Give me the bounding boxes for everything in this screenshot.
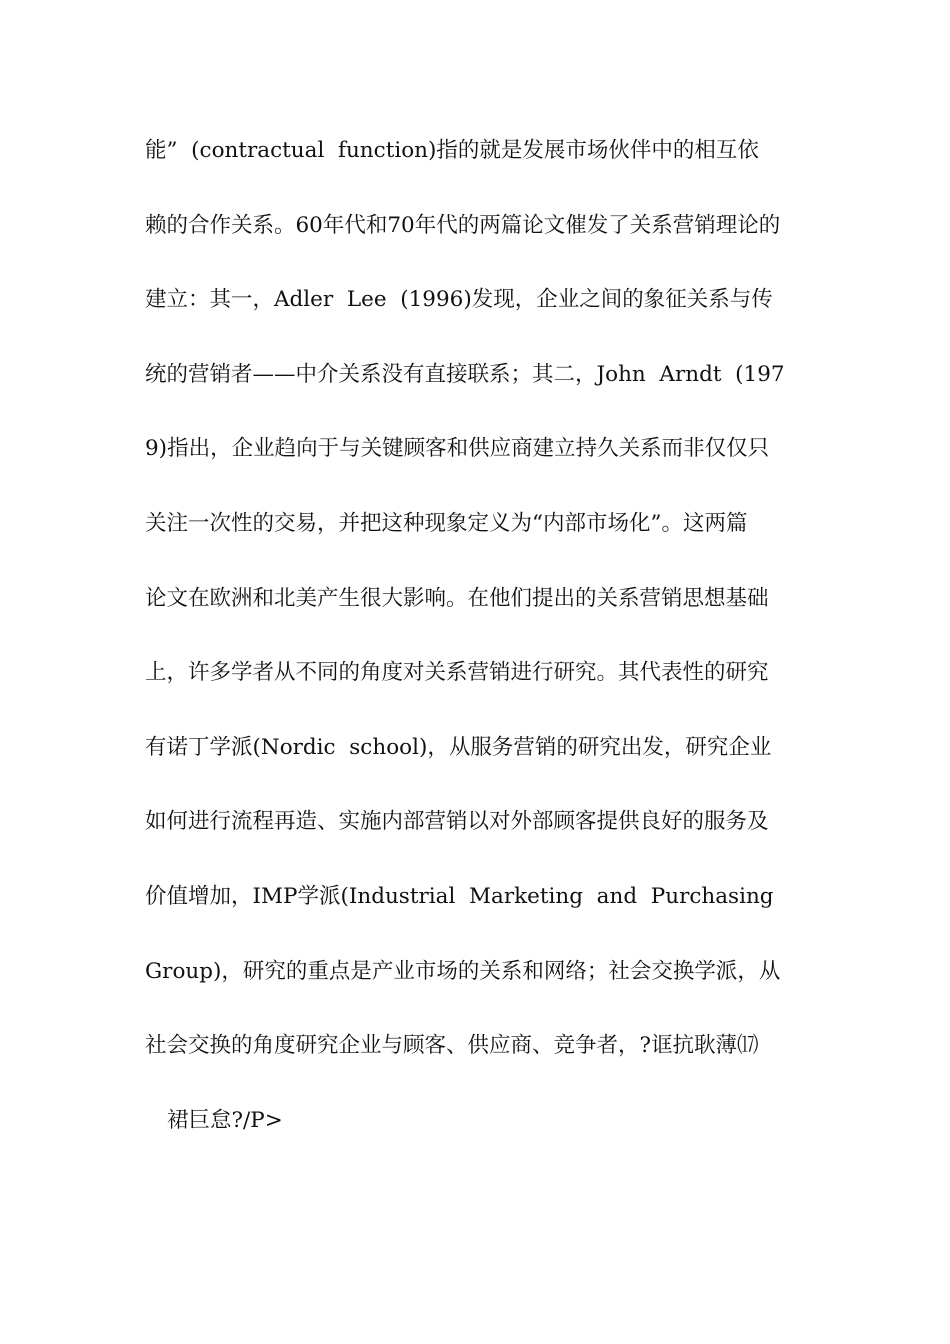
text-line: 能” (contractual function)指的就是发展市场伙伴中的相互依 — [145, 138, 759, 163]
text-line: 赖的合作关系。60年代和70年代的两篇论文催发了关系营销理论的 — [145, 212, 781, 238]
text-line-trailing: 裙巨怠?/P> — [167, 1107, 283, 1133]
text-line: 统的营销者——中介关系没有直接联系；其二，John Arndt (197 — [145, 361, 785, 387]
text-line: 有诺丁学派(Nordic school)，从服务营销的研究出发，研究企业 — [145, 734, 772, 760]
body-paragraph — [145, 128, 810, 1172]
text-line: 上，许多学者从不同的角度对关系营销进行研究。其代表性的研究 — [145, 660, 769, 686]
text-line: 价值增加，IMP学派(Industrial Marketing and Purchasing — [145, 883, 774, 909]
text-line: 如何进行流程再造、实施内部营销以对外部顾客提供良好的服务及 — [145, 809, 769, 835]
text-line: 社会交换的角度研究企业与顾客、供应商、竞争者，?诓抗耿薄⒄ — [145, 1033, 759, 1059]
text-line: 关注一次性的交易，并把这种现象定义为“内部市场化”。这两篇 — [145, 510, 748, 536]
text-line: 建立：其一，Adler Lee (1996)发现，企业之间的象征关系与传 — [145, 287, 773, 313]
text-line: 9)指出，企业趋向于与关键顾客和供应商建立持久关系而非仅仅只 — [145, 436, 770, 462]
text-line: 论文在欧洲和北美产生很大影响。在他们提出的关系营销思想基础 — [145, 585, 769, 611]
text-line: Group)，研究的重点是产业市场的关系和网络；社会交换学派，从 — [145, 958, 781, 984]
